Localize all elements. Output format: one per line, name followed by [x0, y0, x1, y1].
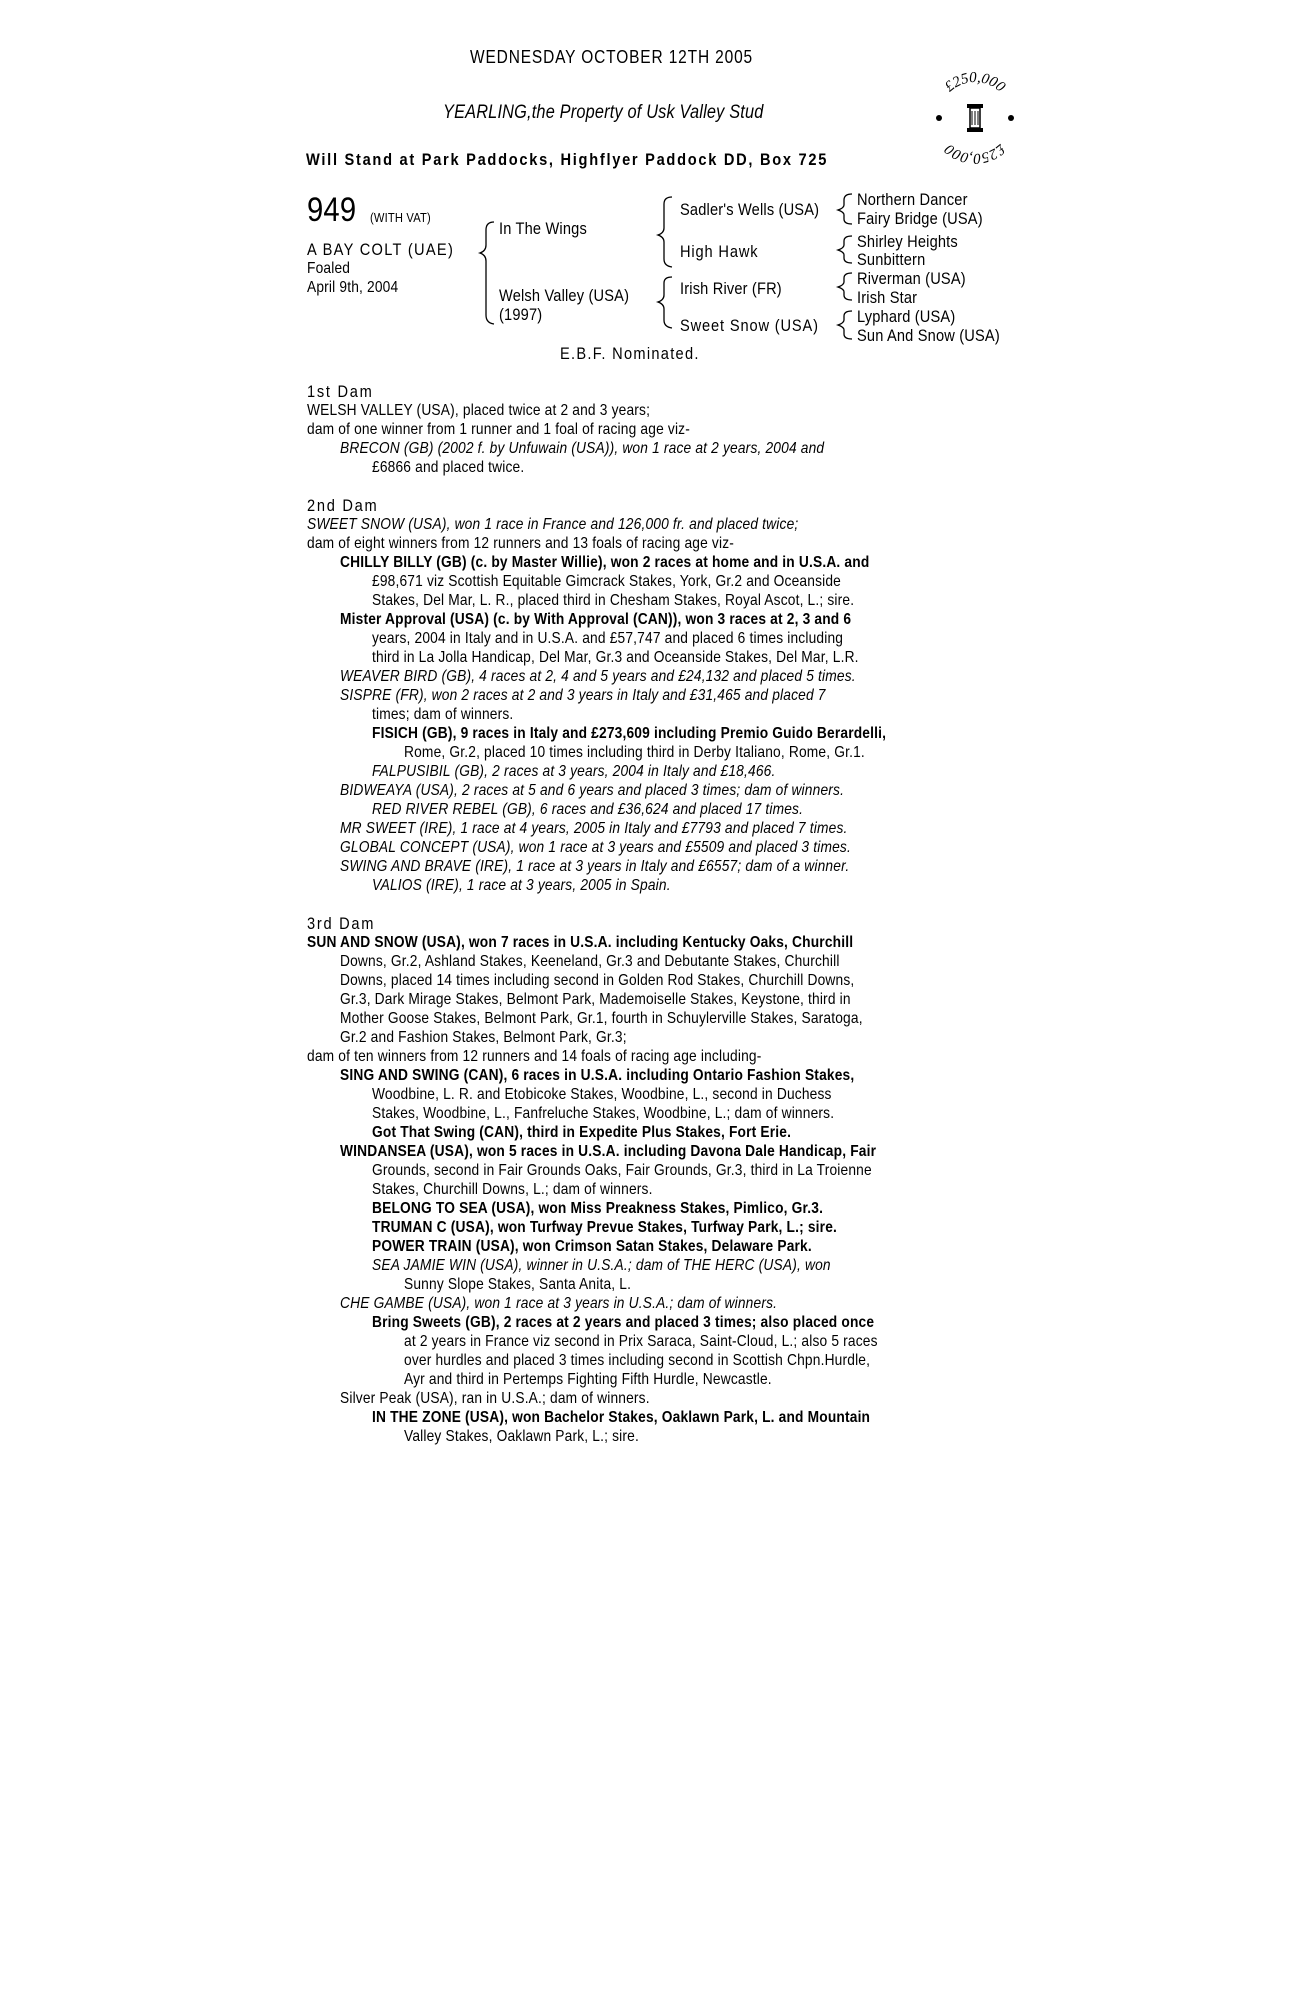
pedigree-g6: Irish Star [857, 288, 918, 307]
third-dam-line: Gr.2 and Fashion Stakes, Belmont Park, Gr.3; [340, 1029, 627, 1046]
second-dam-line: Rome, Gr.2, placed 10 times including third in Derby Italiano, Rome, Gr.1. [404, 744, 865, 761]
pedigree-dam: Welsh Valley (USA) [499, 286, 630, 305]
third-dam-line: Sunny Slope Stakes, Santa Anita, L. [404, 1276, 632, 1293]
first-dam-line: £6866 and placed twice. [372, 459, 525, 476]
third-dam-line: Stakes, Woodbine, L., Fanfreluche Stakes, Woodbine, L.; dam of winners. [372, 1105, 835, 1122]
first-dam-line: dam of one winner from 1 runner and 1 foal of racing age viz- [307, 421, 690, 438]
pedigree-dam-year: (1997) [499, 305, 543, 324]
second-dam-line: FALPUSIBIL (GB), 2 races at 3 years, 2004 in Italy and £18,466. [372, 763, 776, 780]
pedigree-g2: Fairy Bridge (USA) [857, 209, 983, 228]
pedigree-g3: Shirley Heights [857, 232, 958, 251]
pedigree-g7: Lyphard (USA) [857, 307, 956, 326]
third-dam-line: SEA JAMIE WIN (USA), winner in U.S.A.; dam of THE HERC (USA), won [372, 1257, 831, 1274]
second-dam-line: FISICH (GB), 9 races in Italy and £273,609 including Premio Guido Berardelli, [372, 725, 887, 742]
third-dam-line: Valley Stakes, Oaklawn Park, L.; sire. [404, 1428, 639, 1445]
vendor-line: YEARLING,the Property of Usk Valley Stud [443, 102, 764, 123]
pedigree-sire: In The Wings [499, 219, 587, 238]
third-dam-line: TRUMAN C (USA), won Turfway Prevue Stakes, Turfway Park, L.; sire. [372, 1219, 838, 1236]
second-dam-line: RED RIVER REBEL (GB), 6 races and £36,624 and placed 17 times. [372, 801, 804, 818]
second-dam-line: WEAVER BIRD (GB), 4 races at 2, 4 and 5 years and £24,132 and placed 5 times. [340, 668, 856, 685]
second-dam-line: VALIOS (IRE), 1 race at 3 years, 2005 in Spain. [372, 877, 671, 894]
third-dam-line: dam of ten winners from 12 runners and 14 foals of racing age including- [307, 1048, 762, 1065]
seal-top-text: £250,000 [941, 69, 1009, 96]
second-dam-line: BIDWEAYA (USA), 2 races at 5 and 6 years and placed 3 times; dam of winners. [340, 782, 845, 799]
third-dam-line: POWER TRAIN (USA), won Crimson Satan Stakes, Delaware Park. [372, 1238, 812, 1255]
third-dam-heading: 3rd Dam [307, 914, 376, 933]
sale-date: WEDNESDAY OCTOBER 12TH 2005 [470, 47, 754, 67]
second-dam-line: dam of eight winners from 12 runners and 13 foals of racing age viz- [307, 535, 735, 552]
second-dam-line: SWEET SNOW (USA), won 1 race in France and 126,000 fr. and placed twice; [307, 516, 799, 533]
pedigree-g1: Northern Dancer [857, 190, 968, 209]
first-dam-heading: 1st Dam [307, 382, 374, 401]
second-dam-line: GLOBAL CONCEPT (USA), won 1 race at 3 years and £5509 and placed 3 times. [340, 839, 851, 856]
third-dam-line: Mother Goose Stakes, Belmont Park, Gr.1, fourth in Schuylerville Stakes, Saratoga, [340, 1010, 863, 1027]
third-dam-line: SING AND SWING (CAN), 6 races in U.S.A. including Ontario Fashion Stakes, [340, 1067, 855, 1084]
third-dam-line: CHE GAMBE (USA), won 1 race at 3 years in U.S.A.; dam of winners. [340, 1295, 778, 1312]
pedigree-g5: Riverman (USA) [857, 269, 966, 288]
second-dam-line: CHILLY BILLY (GB) (c. by Master Willie), won 2 races at home and in U.S.A. and [340, 554, 870, 571]
third-dam-line: Got That Swing (CAN), third in Expedite Plus Stakes, Fort Erie. [372, 1124, 792, 1141]
ebf-nominated: E.B.F. Nominated. [560, 344, 700, 363]
second-dam-line: third in La Jolla Handicap, Del Mar, Gr.3 and Oceanside Stakes, Del Mar, L.R. [372, 649, 859, 666]
third-dam-line: Bring Sweets (GB), 2 races at 2 years and placed 3 times; also placed once [372, 1314, 875, 1331]
third-dam-line: over hurdles and placed 3 times including second in Scottish Chpn.Hurdle, [404, 1352, 871, 1369]
second-dam-heading: 2nd Dam [307, 496, 379, 515]
stand-line: Will Stand at Park Paddocks, Highflyer Paddock DD, Box 725 [306, 150, 829, 169]
third-dam-line: WINDANSEA (USA), won 5 races in U.S.A. including Davona Dale Handicap, Fair [340, 1143, 877, 1160]
pedigree-g8: Sun And Snow (USA) [857, 326, 1000, 345]
pedigree-g4: Sunbittern [857, 250, 926, 269]
third-dam-line: Ayr and third in Pertemps Fighting Fifth Hurdle, Newcastle. [404, 1371, 772, 1388]
second-dam-line: times; dam of winners. [372, 706, 514, 723]
seal-bottom-text: £250,000 [941, 140, 1009, 167]
lot-number: 949 [307, 191, 357, 229]
second-dam-line: Mister Approval (USA) (c. by With Approval (CAN)), won 3 races at 2, 3 and 6 [340, 611, 852, 628]
third-dam-line: at 2 years in France viz second in Prix Saraca, Saint-Cloud, L.; also 5 races [404, 1333, 878, 1350]
first-dam-line: BRECON (GB) (2002 f. by Unfuwain (USA)), won 1 race at 2 years, 2004 and [340, 440, 825, 457]
second-dam-line: years, 2004 in Italy and in U.S.A. and £57,747 and placed 6 times including [372, 630, 844, 647]
third-dam-line: IN THE ZONE (USA), won Bachelor Stakes, Oaklawn Park, L. and Mountain [372, 1409, 871, 1426]
second-dam-line: SISPRE (FR), won 2 races at 2 and 3 years in Italy and £31,465 and placed 7 [340, 687, 826, 704]
second-dam-line: £98,671 viz Scottish Equitable Gimcrack Stakes, York, Gr.2 and Oceanside [372, 573, 842, 590]
third-dam-line: SUN AND SNOW (USA), won 7 races in U.S.A. including Kentucky Oaks, Churchill [307, 934, 854, 951]
third-dam-line: Downs, placed 14 times including second in Golden Rod Stakes, Churchill Downs, [340, 972, 855, 989]
vat-note: (WITH VAT) [370, 210, 431, 225]
second-dam-line: SWING AND BRAVE (IRE), 1 race at 3 years in Italy and £6557; dam of a winner. [340, 858, 850, 875]
second-dam-line: MR SWEET (IRE), 1 race at 4 years, 2005 in Italy and £7793 and placed 7 times. [340, 820, 848, 837]
lot-description: A BAY COLT (UAE) [307, 240, 455, 259]
third-dam-line: Stakes, Churchill Downs, L.; dam of winners. [372, 1181, 653, 1198]
third-dam-line: Woodbine, L. R. and Etobicoke Stakes, Woodbine, L., second in Duchess [372, 1086, 832, 1103]
foaled-date: April 9th, 2004 [307, 279, 399, 296]
foaled-label: Foaled [307, 260, 351, 277]
third-dam-line: Gr.3, Dark Mirage Stakes, Belmont Park, Mademoiselle Stakes, Keystone, third in [340, 991, 851, 1008]
pedigree-sire-sire: Sadler's Wells (USA) [680, 200, 820, 219]
second-dam-line: Stakes, Del Mar, L. R., placed third in Chesham Stakes, Royal Ascot, L.; sire. [372, 592, 855, 609]
pedigree-dam-sire: Irish River (FR) [680, 279, 782, 298]
third-dam-line: Downs, Gr.2, Ashland Stakes, Keeneland, Gr.3 and Debutante Stakes, Churchill [340, 953, 840, 970]
third-dam-line: Silver Peak (USA), ran in U.S.A.; dam of winners. [340, 1390, 650, 1407]
pedigree-braces [0, 0, 1290, 360]
pedigree-sire-dam: High Hawk [680, 242, 759, 261]
third-dam-line: Grounds, second in Fair Grounds Oaks, Fair Grounds, Gr.3, third in La Troienne [372, 1162, 872, 1179]
first-dam-line: WELSH VALLEY (USA), placed twice at 2 and 3 years; [307, 402, 651, 419]
pedigree-dam-dam: Sweet Snow (USA) [680, 316, 819, 335]
third-dam-line: BELONG TO SEA (USA), won Miss Preakness Stakes, Pimlico, Gr.3. [372, 1200, 824, 1217]
